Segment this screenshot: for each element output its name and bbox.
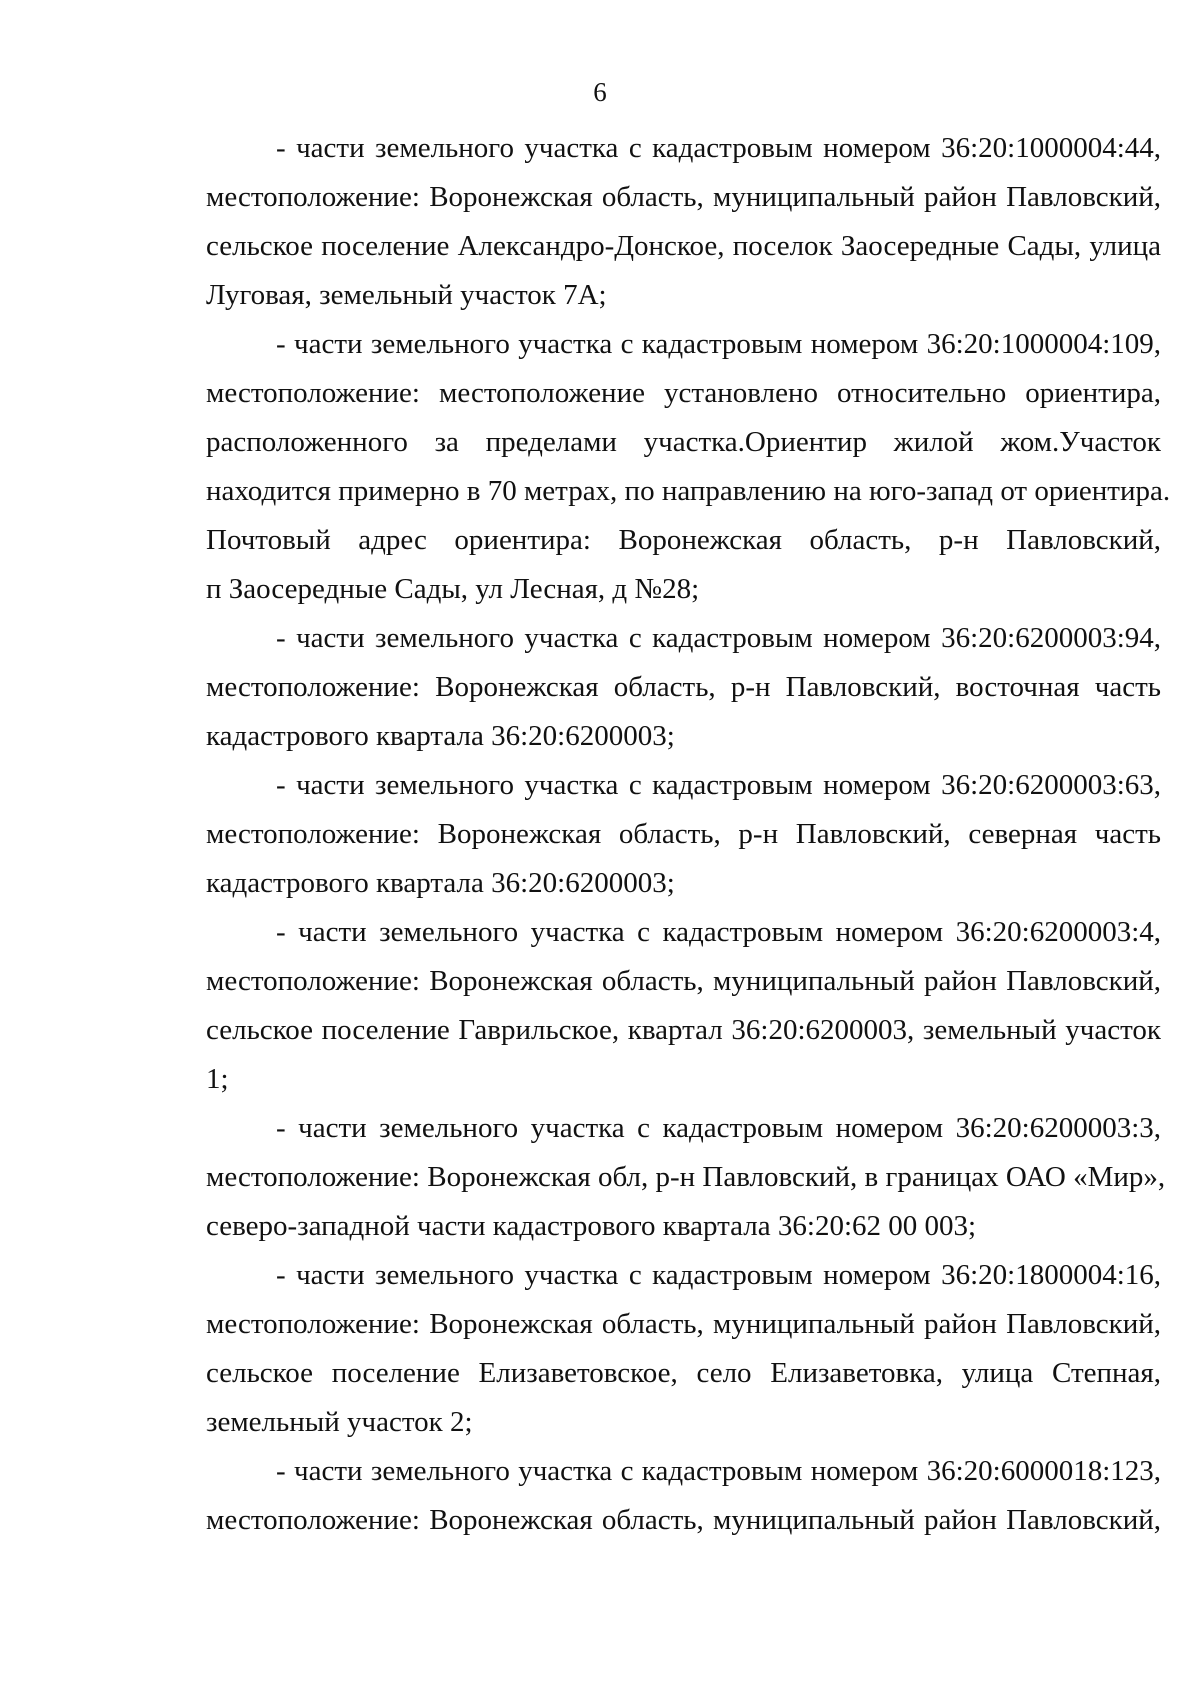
- text-line: местоположение: Воронежская область, муниципальный район Павловский,: [206, 965, 1161, 997]
- paragraph-2: [206, 320, 1171, 614]
- paragraph-5: [206, 908, 1161, 1104]
- text-line: - части земельного участка с кадастровым номером 36:20:6200003:94,: [276, 622, 1161, 654]
- text-line: п Заосередные Сады, ул Лесная, д №28;: [206, 573, 700, 605]
- text-line: Почтовый адрес ориентира: Воронежская область, р-н Павловский,: [206, 524, 1161, 556]
- text-line: местоположение: местоположение установлено относительно ориентира,: [206, 377, 1161, 409]
- text-line: Луговая, земельный участок 7А;: [206, 279, 607, 311]
- text-line: земельный участок 2;: [206, 1406, 473, 1438]
- text-line: сельское поселение Елизаветовское, село Елизаветовка, улица Степная,: [206, 1357, 1161, 1389]
- text-line: - части земельного участка с кадастровым номером 36:20:6200003:4,: [276, 916, 1161, 948]
- text-line: местоположение: Воронежская область, муниципальный район Павловский,: [206, 181, 1161, 213]
- text-line: кадастрового квартала 36:20:6200003;: [206, 720, 675, 752]
- text-line: 1;: [206, 1063, 229, 1095]
- document-body: [206, 124, 1171, 1545]
- text-line: северо-западной части кадастрового квартала 36:20:62 00 003;: [206, 1210, 977, 1242]
- text-line: расположенного за пределами участка.Ориентир жилой жом.Участок: [206, 426, 1161, 458]
- paragraph-4: [206, 761, 1161, 908]
- paragraph-8: [206, 1447, 1161, 1545]
- paragraph-7: [206, 1251, 1161, 1447]
- text-line: сельское поселение Александро-Донское, поселок Заосередные Сады, улица: [206, 230, 1161, 262]
- text-line: - части земельного участка с кадастровым номером 36:20:1000004:109,: [276, 328, 1161, 360]
- text-line: сельское поселение Гаврильское, квартал 36:20:6200003, земельный участок: [206, 1014, 1161, 1046]
- text-line: - части земельного участка с кадастровым номером 36:20:6200003:3,: [276, 1112, 1161, 1144]
- page-number: 6: [593, 77, 607, 107]
- text-line: - части земельного участка с кадастровым номером 36:20:1000004:44,: [276, 132, 1161, 164]
- text-line: - части земельного участка с кадастровым номером 36:20:6200003:63,: [276, 769, 1161, 801]
- text-line: местоположение: Воронежская область, р-н Павловский, северная часть: [206, 818, 1161, 850]
- paragraph-3: [206, 614, 1161, 761]
- paragraph-1: [206, 124, 1161, 320]
- text-line: - части земельного участка с кадастровым номером 36:20:6000018:123,: [276, 1455, 1161, 1487]
- text-line: местоположение: Воронежская область, муниципальный район Павловский,: [206, 1504, 1161, 1536]
- text-line: местоположение: Воронежская обл, р-н Павловский, в границах ОАО «Мир»,: [206, 1161, 1166, 1193]
- paragraph-6: [206, 1104, 1166, 1251]
- text-line: кадастрового квартала 36:20:6200003;: [206, 867, 675, 899]
- text-line: находится примерно в 70 метрах, по направлению на юго-запад от ориентира.: [206, 475, 1171, 507]
- text-line: местоположение: Воронежская область, муниципальный район Павловский,: [206, 1308, 1161, 1340]
- text-line: - части земельного участка с кадастровым номером 36:20:1800004:16,: [276, 1259, 1161, 1291]
- text-line: местоположение: Воронежская область, р-н Павловский, восточная часть: [206, 671, 1161, 703]
